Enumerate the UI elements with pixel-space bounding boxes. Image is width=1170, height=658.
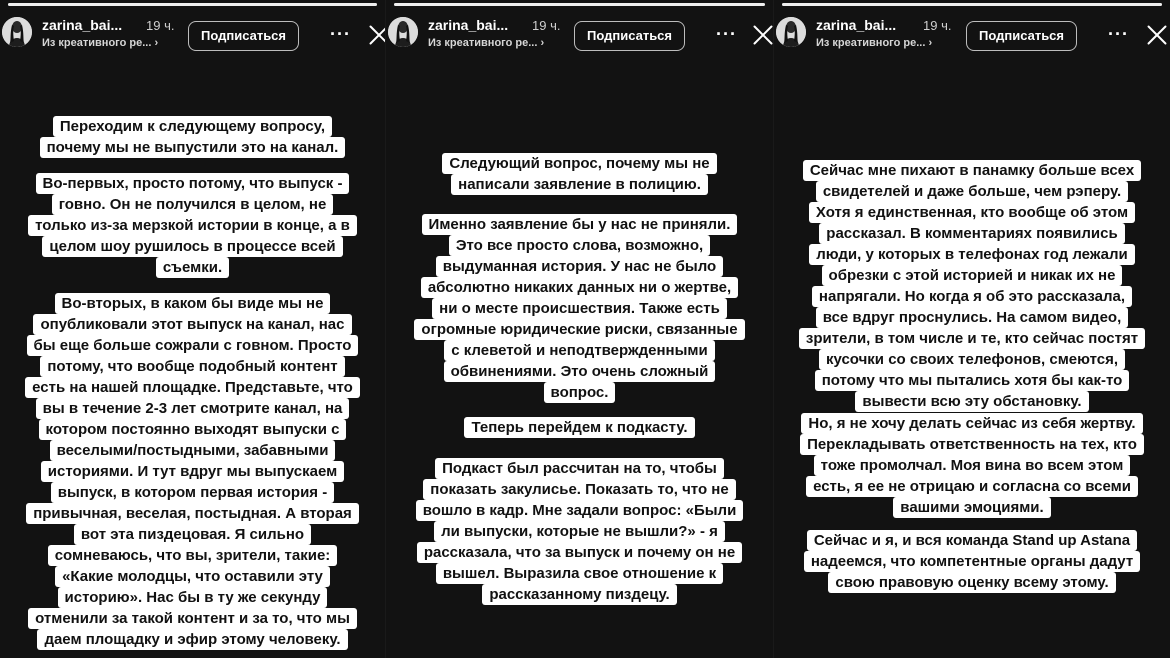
story-text-line: выпуск, в котором первая история - <box>51 482 334 503</box>
story-text-line: Следующий вопрос, почему мы не <box>442 153 716 174</box>
story-text-line: Это все просто слова, возможно, <box>449 235 710 256</box>
text-block <box>386 214 773 403</box>
story-text-line: «Какие молодцы, что оставили эту <box>55 566 330 587</box>
text-line-row <box>0 257 385 278</box>
story-text-line: вошло в кадр. Мне задали вопрос: «Были <box>416 500 744 521</box>
story-text-line: потому, что вообще подобный контент <box>40 356 344 377</box>
story-text-line: целом шоу рушилось в процессе всей <box>42 236 342 257</box>
text-line-row <box>0 356 385 377</box>
story-text-line: написали заявление в полицию. <box>451 174 708 195</box>
story-text-line: все вдруг проснулись. На самом видео, <box>816 307 1129 328</box>
text-line-row <box>774 530 1170 551</box>
story-text-line: есть, я ее не отрицаю и согласна со всеми <box>806 476 1138 497</box>
post-time: 19 ч. <box>532 18 561 33</box>
text-line-row <box>0 566 385 587</box>
story-progress-fill <box>782 3 1162 6</box>
text-block <box>386 417 773 438</box>
text-line-row <box>0 116 385 137</box>
story-text-line: рассказал. В комментариях появились <box>819 223 1124 244</box>
story-text-line: веселыми/постыдными, забавными <box>50 440 336 461</box>
story-text-line: сомневаюсь, что вы, зрители, такие: <box>48 545 338 566</box>
avatar-image-icon <box>388 17 418 47</box>
story-text-line: надеемся, что компетентные органы дадут <box>804 551 1140 572</box>
text-line-row <box>0 215 385 236</box>
text-line-row <box>0 314 385 335</box>
story-text-line: показать закулисье. Показать то, что не <box>423 479 735 500</box>
story-text-line: Во-первых, просто потому, что выпуск - <box>36 173 350 194</box>
text-line-row <box>774 349 1170 370</box>
text-line-row <box>386 500 773 521</box>
story-progress-fill <box>8 3 377 6</box>
text-line-row <box>0 137 385 158</box>
text-line-row <box>386 235 773 256</box>
close-icon[interactable] <box>1146 23 1168 45</box>
story-text-line: абсолютно никаких данных ни о жертве, <box>421 277 738 298</box>
post-time: 19 ч. <box>923 18 952 33</box>
text-line-row <box>386 584 773 605</box>
avatar[interactable] <box>388 17 418 47</box>
story-text-line: вышел. Выразила свое отношение к <box>436 563 723 584</box>
text-block <box>0 173 385 278</box>
story-text-line: вашими эмоциями. <box>893 497 1050 518</box>
text-line-row <box>0 335 385 356</box>
story-text-line: Переходим к следующему вопросу, <box>53 116 332 137</box>
story-text-line: обвинениями. Это очень сложный <box>444 361 716 382</box>
story-text-line: съемки. <box>156 257 229 278</box>
story-text-line: историями. И тут вдруг мы выпускаем <box>41 461 344 482</box>
text-line-row <box>774 434 1170 455</box>
story-text-line: кусочки со своих телефонов, смеются, <box>819 349 1125 370</box>
text-line-row <box>386 361 773 382</box>
more-options-icon[interactable]: ··· <box>716 24 737 44</box>
follow-button[interactable]: Подписаться <box>574 21 685 51</box>
text-block <box>774 413 1170 518</box>
story-progress-fill <box>394 3 765 6</box>
text-line-row <box>386 563 773 584</box>
story-text-line: рассказанному пиздецу. <box>482 584 676 605</box>
text-block <box>774 530 1170 593</box>
text-line-row <box>0 377 385 398</box>
follow-button[interactable]: Подписаться <box>966 21 1077 51</box>
text-line-row <box>0 524 385 545</box>
text-line-row <box>0 398 385 419</box>
story-text-line: Хотя я единственная, кто вообще об этом <box>809 202 1135 223</box>
story-panel-3[interactable] <box>774 0 1170 658</box>
story-text-line: говно. Он не получился в целом, не <box>52 194 334 215</box>
avatar-image-icon <box>2 17 32 47</box>
story-text-line: котором постоянно выходят выпуски с <box>39 419 347 440</box>
text-block <box>0 116 385 158</box>
story-text-line: привычная, веселая, постыдная. А вторая <box>26 503 359 524</box>
username[interactable]: zarina_bai... <box>428 17 509 33</box>
text-line-row <box>386 458 773 479</box>
text-line-row <box>774 328 1170 349</box>
text-line-row <box>774 181 1170 202</box>
text-line-row <box>0 482 385 503</box>
text-line-row <box>386 382 773 403</box>
story-header <box>774 13 1170 61</box>
text-line-row <box>0 461 385 482</box>
story-text-line: вывести всю эту обстановку. <box>855 391 1088 412</box>
story-text-line: отменили за такой контент и за то, что мы <box>28 608 357 629</box>
story-text-line: Сейчас мне пихают в панамку больше всех <box>803 160 1141 181</box>
text-line-row <box>774 455 1170 476</box>
story-panel-1[interactable] <box>0 0 385 658</box>
avatar-image-icon <box>776 17 806 47</box>
story-text-line: Именно заявление бы у нас не приняли. <box>422 214 738 235</box>
story-text-line: вот эта пиздецовая. Я сильно <box>74 524 311 545</box>
story-text-line: историю». Нас бы в ту же секунду <box>58 587 328 608</box>
text-line-row <box>386 542 773 563</box>
story-text-line: с клеветой и неподтвержденными <box>444 340 715 361</box>
text-line-row <box>0 545 385 566</box>
text-line-row <box>0 629 385 650</box>
story-header <box>386 13 773 61</box>
close-icon[interactable] <box>752 23 773 45</box>
story-text-line: Во-вторых, в каком бы виде мы не <box>55 293 331 314</box>
text-line-row <box>774 307 1170 328</box>
text-block <box>386 153 773 195</box>
text-line-row <box>386 340 773 361</box>
text-line-row <box>774 370 1170 391</box>
text-line-row <box>386 319 773 340</box>
avatar[interactable] <box>776 17 806 47</box>
story-text-line: люди, у которых в телефонах год лежали <box>809 244 1134 265</box>
text-line-row <box>386 298 773 319</box>
story-text-line: огромные юридические риски, связанные <box>414 319 744 340</box>
story-text-line: вы в течение 2-3 лет смотрите канал, на <box>36 398 350 419</box>
story-text-line: Теперь перейдем к подкасту. <box>464 417 694 438</box>
text-line-row <box>774 551 1170 572</box>
story-text-line: Но, я не хочу делать сейчас из себя жертву. <box>801 413 1142 434</box>
text-line-row <box>774 413 1170 434</box>
text-line-row <box>0 194 385 215</box>
text-line-row <box>774 265 1170 286</box>
text-line-row <box>0 587 385 608</box>
story-text-line: обрезки с этой историей и никак их не <box>822 265 1123 286</box>
story-panel-2[interactable] <box>386 0 773 658</box>
more-options-icon[interactable]: ··· <box>1108 24 1129 44</box>
story-header <box>0 13 385 61</box>
story-text-line: Перекладывать ответственность на тех, кто <box>800 434 1144 455</box>
text-line-row <box>0 503 385 524</box>
story-text-line: вопрос. <box>544 382 616 403</box>
story-text-line: потому что мы пытались хотя бы как-то <box>815 370 1130 391</box>
text-line-row <box>386 479 773 500</box>
text-line-row <box>386 256 773 277</box>
story-text-line: почему мы не выпустили это на канал. <box>40 137 346 158</box>
story-text-line: Сейчас и я, и вся команда Stand up Astana <box>807 530 1137 551</box>
story-text-line: зрители, в том числе и те, кто сейчас постят <box>799 328 1145 349</box>
text-block <box>0 293 385 650</box>
text-line-row <box>774 476 1170 497</box>
text-line-row <box>386 153 773 174</box>
story-text-line: бы еще больше сожрали с говном. Просто <box>27 335 359 356</box>
story-subtitle-link[interactable]: Из креативного ре... › <box>42 37 159 49</box>
story-progress-bar <box>8 3 377 6</box>
text-line-row <box>0 173 385 194</box>
story-subtitle-link[interactable]: Из креативного ре... › <box>816 37 933 49</box>
avatar[interactable] <box>2 17 32 47</box>
username[interactable]: zarina_bai... <box>42 17 123 33</box>
story-subtitle-link[interactable]: Из креативного ре... › <box>428 37 545 49</box>
text-line-row <box>386 521 773 542</box>
text-line-row <box>386 417 773 438</box>
text-block <box>774 160 1170 412</box>
story-text-line: ли выпуски, которые не вышли?» - я <box>434 521 725 542</box>
text-block <box>386 458 773 605</box>
text-line-row <box>774 497 1170 518</box>
text-line-row <box>774 223 1170 244</box>
story-progress-bar <box>394 3 765 6</box>
text-line-row <box>0 440 385 461</box>
text-line-row <box>774 244 1170 265</box>
more-options-icon[interactable]: ··· <box>330 24 351 44</box>
text-line-row <box>0 293 385 314</box>
text-line-row <box>774 286 1170 307</box>
follow-button[interactable]: Подписаться <box>188 21 299 51</box>
username[interactable]: zarina_bai... <box>816 17 897 33</box>
text-line-row <box>774 160 1170 181</box>
close-icon[interactable] <box>368 23 385 45</box>
story-text-line: Подкаст был рассчитан на то, чтобы <box>435 458 724 479</box>
story-text-line: выдуманная история. У нас не было <box>436 256 723 277</box>
story-text-line: рассказала, что за выпуск и почему он не <box>417 542 742 563</box>
text-line-row <box>386 277 773 298</box>
text-line-row <box>0 236 385 257</box>
text-line-row <box>774 572 1170 593</box>
story-text-line: только из-за мерзкой истории в конце, а в <box>28 215 357 236</box>
story-text-line: есть на нашей площадке. Представьте, что <box>25 377 360 398</box>
story-text-line: свою правовую оценку всему этому. <box>828 572 1115 593</box>
text-line-row <box>386 214 773 235</box>
text-line-row <box>774 391 1170 412</box>
text-line-row <box>386 174 773 195</box>
text-line-row <box>774 202 1170 223</box>
post-time: 19 ч. <box>146 18 175 33</box>
text-line-row <box>0 608 385 629</box>
story-text-line: свидетелей и даже больше, чем рэперу. <box>816 181 1128 202</box>
story-progress-bar <box>782 3 1162 6</box>
story-text-line: ни о месте происшествия. Также есть <box>432 298 727 319</box>
story-text-line: опубликовали этот выпуск на канал, нас <box>33 314 351 335</box>
text-line-row <box>0 419 385 440</box>
story-text-line: тоже промолчал. Моя вина во всем этом <box>814 455 1131 476</box>
story-text-line: напрягали. Но когда я об это рассказала, <box>812 286 1132 307</box>
story-text-line: даем площадку и эфир этому человеку. <box>37 629 347 650</box>
